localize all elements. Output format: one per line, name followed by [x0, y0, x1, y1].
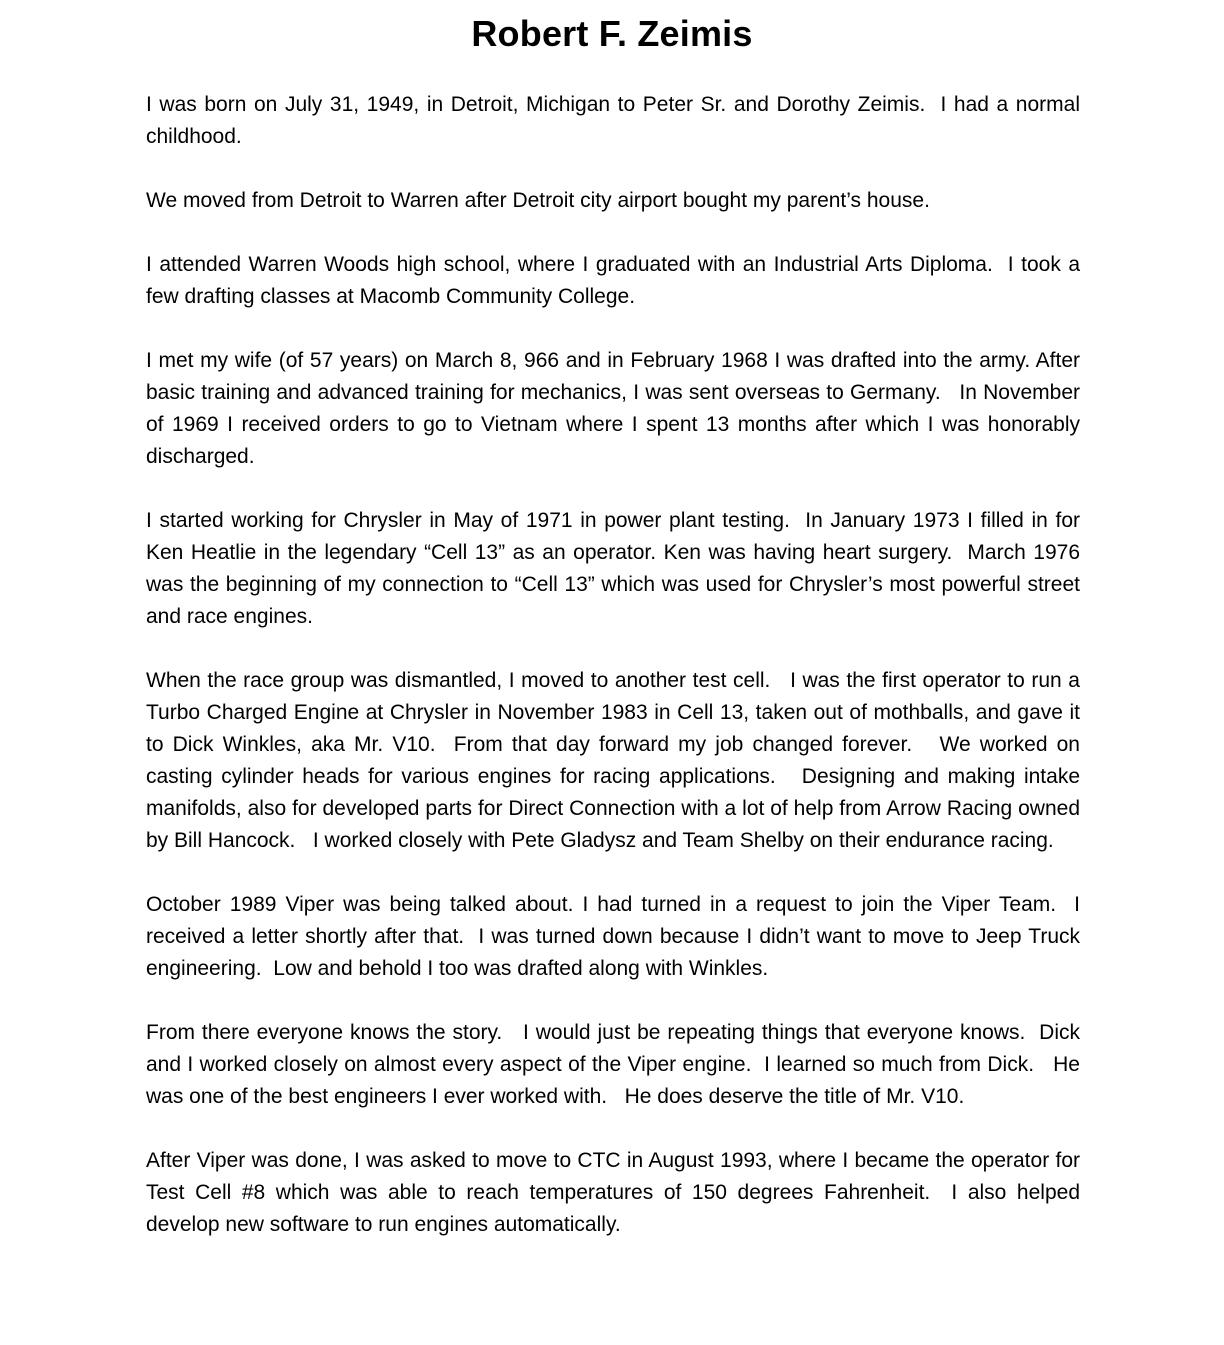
paragraph-army-service: I met my wife (of 57 years) on March 8, 966 and in February 1968 I was drafted into the army. After basic training and advanced training for mechanics, I was sent overseas to Germany. In November of 1969 I received orders to go to Vietnam where I spent 13 months after which I was honorably discharged.	[146, 349, 1086, 468]
document-page	[0, 12, 1224, 1345]
document-title: Robert F. Zeimis	[471, 13, 753, 54]
paragraph-viper-story: From there everyone knows the story. I would just be repeating things that everyone knows. Dick and I worked closely on almost every aspect of the Viper engine. I learned so much from Dick. He was one of the best engineers I ever worked with. He does deserve the title of Mr. V10.	[146, 1021, 1086, 1108]
paragraph-move-to-warren: We moved from Detroit to Warren after Detroit city airport bought my parent’s house.	[146, 189, 930, 212]
paragraph-birth: I was born on July 31, 1949, in Detroit, Michigan to Peter Sr. and Dorothy Zeimis. I had a normal childhood.	[146, 93, 1086, 148]
paragraph-education: I attended Warren Woods high school, where I graduated with an Industrial Arts Diploma. I took a few drafting classes at Macomb Community College.	[146, 253, 1086, 308]
paragraph-chrysler-start: I started working for Chrysler in May of 1971 in power plant testing. In January 1973 I filled in for Ken Heatlie in the legendary “Cell 13” as an operator. Ken was having heart surgery. March 1976 was the beginning of my connection to “Cell 13” which was used for Chrysler’s most powerful street and race engines.	[146, 509, 1086, 628]
paragraph-viper-team: October 1989 Viper was being talked about. I had turned in a request to join the Viper Team. I received a letter shortly after that. I was turned down because I didn’t want to move to Jeep Truck engineering. Low and behold I too was drafted along with Winkles.	[146, 893, 1086, 980]
paragraph-race-group: When the race group was dismantled, I moved to another test cell. I was the first operator to run a Turbo Charged Engine at Chrysler in November 1983 in Cell 13, taken out of mothballs, and gave it to Dick Winkles, aka Mr. V10. From that day forward my job changed forever. We worked on casting cylinder heads for various engines for racing applications. Designing and making intake manifolds, also for developed parts for Direct Connection with a lot of help from Arrow Racing owned by Bill Hancock. I worked closely with Pete Gladysz and Team Shelby on their endurance racing.	[146, 669, 1086, 852]
paragraph-ctc: After Viper was done, I was asked to move to CTC in August 1993, where I became the operator for Test Cell #8 which was able to reach temperatures of 150 degrees Fahrenheit. I also helped develop new software to run engines automatically.	[146, 1149, 1086, 1236]
document-body	[146, 89, 1086, 1241]
